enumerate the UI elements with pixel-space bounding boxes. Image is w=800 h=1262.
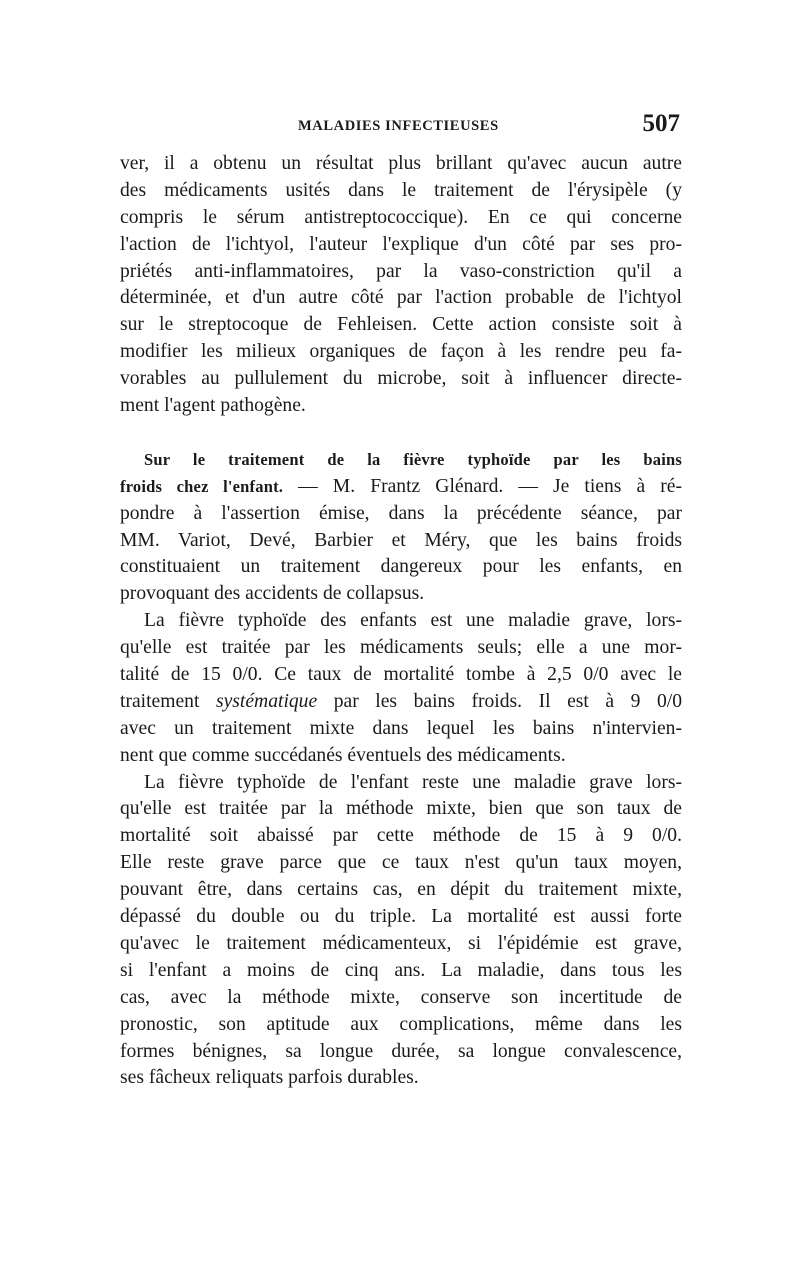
text-segment: par les bains froids. Il est à 9 0/0 xyxy=(317,690,682,712)
text-line: ment l'agent pathogène. xyxy=(120,395,306,417)
text-segment: traitement xyxy=(120,690,216,712)
text-line: MM. Variot, Devé, Barbier et Méry, que les bains froids xyxy=(120,529,682,551)
text-line: compris le sérum antistreptococcique). En ce qui concerne xyxy=(120,206,682,228)
text-line: dépassé du double ou du triple. La mortalité est aussi forte xyxy=(120,906,682,928)
text-line: ses fâcheux reliquats parfois durables. xyxy=(120,1067,419,1089)
section-typhoid-cold-baths xyxy=(120,447,682,608)
text-line: si l'enfant a moins de cinq ans. La maladie, dans tous les xyxy=(120,959,682,981)
paragraph-ichtyol xyxy=(120,151,682,420)
text-line: cas, avec la méthode mixte, conserve son incertitude de xyxy=(120,986,682,1008)
paragraph-mixed-method xyxy=(120,770,682,1093)
text-line: des médicaments usités dans le traitement de l'érysipèle (y xyxy=(120,179,682,201)
text-line: provoquant des accidents de collapsus. xyxy=(120,583,425,605)
text-line: modifier les milieux organiques de façon à les rendre peu fa- xyxy=(120,341,682,363)
text-line: mortalité soit abaissé par cette méthode de 15 à 9 0/0. xyxy=(120,825,682,847)
text-line xyxy=(120,474,682,501)
page-number: 507 xyxy=(642,110,680,137)
text-line: pouvant être, dans certains cas, en dépit du traitement mixte, xyxy=(120,879,682,901)
section-spacer xyxy=(120,420,682,447)
running-header xyxy=(120,112,682,142)
text-line: qu'elle est traitée par la méthode mixte, bien que son taux de xyxy=(120,798,682,820)
text-line: ver, il a obtenu un résultat plus brillant qu'avec aucun autre xyxy=(120,153,682,174)
text-line: Elle reste grave parce que ce taux n'est qu'un taux moyen, xyxy=(120,852,682,874)
section-heading: Sur le traitement de la fièvre typhoïde par les bains xyxy=(144,449,682,469)
text-line: vorables au pullulement du microbe, soit à influencer directe- xyxy=(120,368,682,390)
text-line: formes bénignes, sa longue durée, sa longue convalescence, xyxy=(120,1040,682,1062)
text-line: La fièvre typhoïde des enfants est une maladie grave, lors- xyxy=(144,610,682,632)
emphasis-systematique: systématique xyxy=(215,690,318,712)
text-line: La fièvre typhoïde de l'enfant reste une maladie grave lors- xyxy=(144,771,682,793)
text-line: pondre à l'assertion émise, dans la précédente séance, par xyxy=(120,502,682,524)
text-line: l'action de l'ichtyol, l'auteur l'explique d'un côté par ses pro- xyxy=(120,233,682,255)
text-line: déterminée, et d'un autre côté par l'action probable de l'ichtyol xyxy=(120,287,682,309)
text-line: avec un traitement mixte dans lequel les bains n'intervien- xyxy=(120,717,682,739)
body-text xyxy=(120,151,682,1092)
text-line: talité de 15 0/0. Ce taux de mortalité tombe à 2,5 0/0 avec le xyxy=(120,664,682,686)
text-line xyxy=(120,689,682,716)
running-title: MALADIES INFECTIEUSES xyxy=(298,118,499,134)
text-line: pronostic, son aptitude aux complications, même dans les xyxy=(120,1013,682,1035)
text-line: qu'avec le traitement médicamenteux, si l'épidémie est grave, xyxy=(120,932,682,954)
text-line: sur le streptocoque de Fehleisen. Cette action consiste soit à xyxy=(120,314,682,336)
text-line: nent que comme succédanés éventuels des médicaments. xyxy=(120,744,566,766)
section-heading-continued: froids chez l'enfant. xyxy=(120,476,284,496)
text-line: constituaient un traitement dangereux pour les enfants, en xyxy=(120,556,682,578)
text-line: qu'elle est traitée par les médicaments seuls; elle a une mor- xyxy=(120,637,682,659)
author-intro: — M. Frantz Glénard. — Je tiens à ré- xyxy=(283,475,682,497)
text-line: priétés anti-inflammatoires, par la vaso-constriction qu'il a xyxy=(120,260,682,282)
paragraph-mortality-rates xyxy=(120,608,682,769)
